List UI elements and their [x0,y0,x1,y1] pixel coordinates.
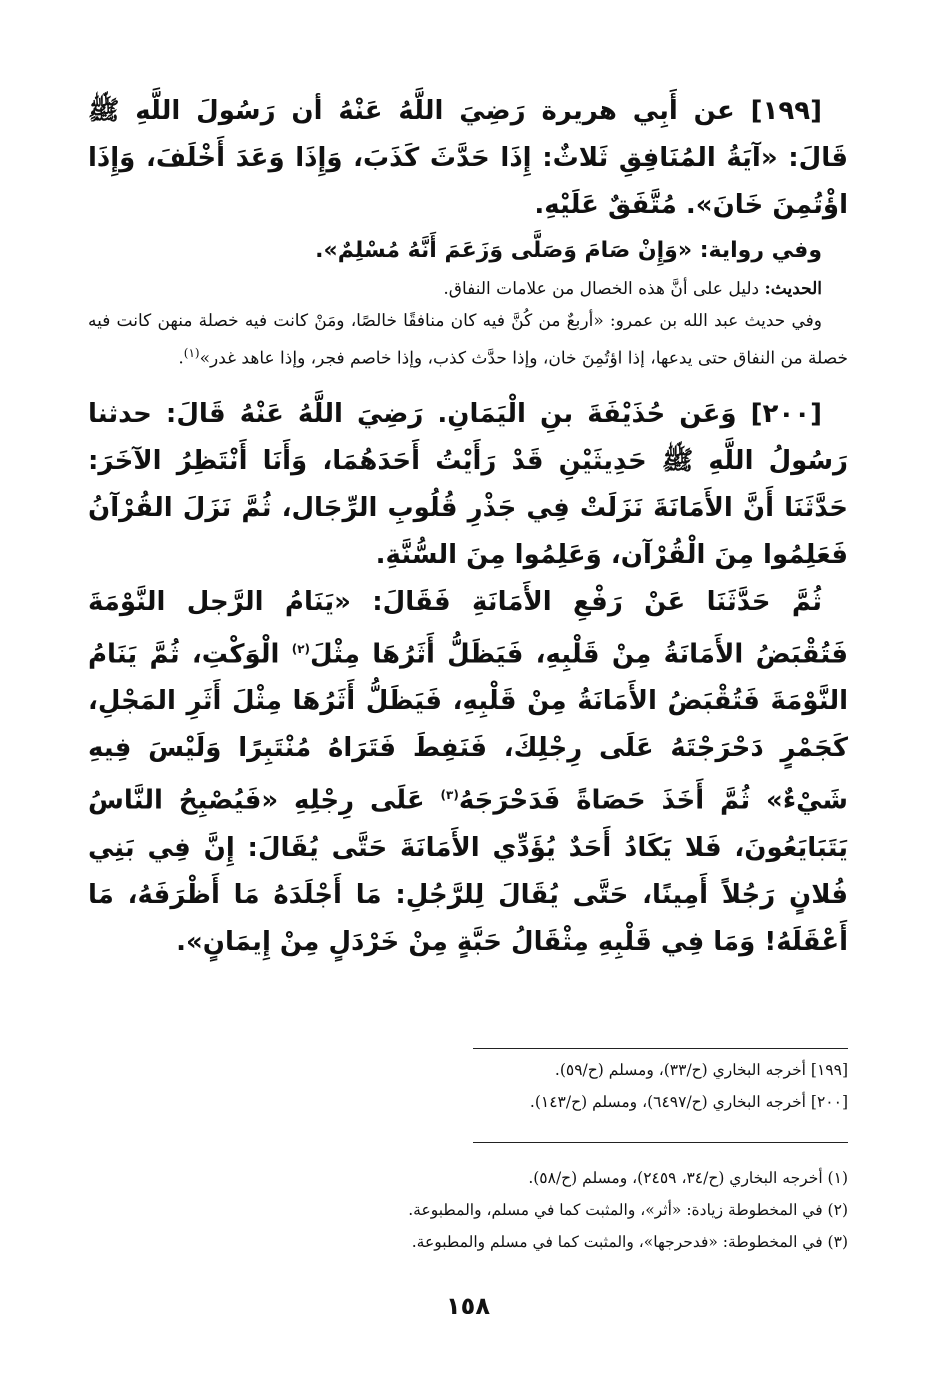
comment-label: الحديث: [764,279,822,299]
reference-200: [٢٠٠] أخرجه البخاري (ح/٦٤٩٧)، ومسلم (ح/١٤٣). [529,1093,848,1111]
hadith-200-paragraph-2 [88,579,848,966]
hadith-200-p2c: عَلَى رِجْلِهِ «فَيُصْبِحُ النَّاسُ يَتَبَايَعُونَ، فَلا يَكَادُ أَحَدٌ يُؤَدِّي الأَمَانَةَ حَتَّى يُقَالَ: إِنَّ فِي بَنِي فُلانٍ رَجُلاً أَمِينًا، حَتَّى يُقَالَ لِلرَّجُلِ: مَا أَجْلَدَهُ مَا أَظْرَفَهُ، مَا أَعْقَلَهُ! وَمَا فِي قَلْبِهِ مِثْقَالُ حَبَّةٍ مِنْ خَرْدَلٍ مِنْ إِيمَانٍ». [88,785,848,957]
footnotes-rule [473,1142,848,1143]
comment2-text: وفي حديث عبد الله بن عمرو: «أربعٌ من كُنَّ فيه كان منافقًا خالصًا، ومَنْ كانت فيه خصلة منهن كانت فيه خصلة من النفاق حتى يدعها، إذا اؤتُمِنَ خان، وإذا حدَّث كذب، وإذا خاصم فجر، وإذا عاهد غدر» [88,311,848,369]
hadith-199-text: [١٩٩] عن أَبِي هريرة رَضِيَ اللَّهُ عَنْهُ أن رَسُولَ اللَّهِ ﷺ قَالَ: «آيَةُ المُنَافِقِ ثَلاثٌ: إِذَا حَدَّثَ كَذَبَ، وَإِذَا وَعَدَ أَخْلَفَ، وَإِذَا اؤْتُمِنَ خَانَ». مُتَّفَقٌ عَلَيْهِ. [88,96,848,220]
hadith-200-p2b: الْوَكْتِ، ثُمَّ يَنَامُ النَّوْمَةَ فَتُقْبَضُ الأَمَانَةُ مِنْ قَلْبِهِ، فَيَظَلُّ أَثَرُهَا مِثْلَ أَثَرِ المَجْلِ، كَجَمْرٍ دَحْرَجْتَهُ عَلَى رِجْلِكَ، فَنَفِطَ فَتَرَاهُ مُنْتَبِرًا وَلَيْسَ فِيهِ شَيْءٌ» ثُمَّ أَخَذَ حَصَاةً فَدَحْرَجَهُ [88,639,848,816]
hadith-200-p2a: ثُمَّ حَدَّثَنَا عَنْ رَفْعِ الأَمَانَةِ فَقَالَ: «يَنَامُ الرَّجل النَّوْمَةَ فَتُقْبَضُ الأَمَانَةُ مِنْ قَلْبِهِ، فَيَظَلُّ أَثَرُهَا مِثْلَ [88,586,849,670]
hadith-199-riwaya: وفي رواية: «وَإِنْ صَامَ وَصَلَّى وَزَعَمَ أَنَّهُ مُسْلِمٌ». [315,238,822,263]
footnote-1: (١) أخرجه البخاري (ح/٣٤، ٢٤٥٩)، ومسلم (ح/٥٨). [528,1169,848,1187]
footnotes [88,1162,848,1258]
comment-text: دليل على أنَّ هذه الخصال من علامات النفاق. [443,279,760,299]
hadith-200-paragraph-1: [٢٠٠] وَعَن حُذَيْفَةَ بنِ الْيَمَانِ. رَضِيَ اللَّهُ عَنْهُ قَالَ: حدثنا رَسُولُ اللَّهِ ﷺ حَدِيثَيْنِ قَدْ رَأَيْتُ أَحَدَهُمَا، وَأَنَا أَنْتَظِرُ الآخَرَ: حَدَّثَنَا أَنَّ الأَمَانَةَ نَزَلَتْ فِي جَذْرِ قُلُوبِ الرِّجَال، ثُمَّ نَزَلَ القُرْآنُ فَعَلِمُوا مِنَ الْقُرْآن، وَعَلِمُوا مِنَ السُّنَّةِ. [88,398,848,570]
page-body [88,88,848,966]
comment2-end: . [178,348,184,369]
footnote-ref-2: (٢) [291,641,311,656]
footnote-ref-3: (٣) [440,788,459,803]
footnote-ref-1: (١) [183,346,200,360]
footnote-3: (٣) في المخطوطة: «فدحرجها»، والمثبت كما في مسلم والمطبوعة. [411,1233,848,1251]
hadith-references [88,1054,848,1118]
hadith-199-comment [88,273,848,305]
references-rule [473,1048,848,1049]
footnote-2: (٢) في المخطوطة زيادة: «أثر»، والمثبت كما في مسلم، والمطبوعة. [408,1201,848,1219]
reference-199: [١٩٩] أخرجه البخاري (ح/٣٣)، ومسلم (ح/٥٩). [554,1061,848,1079]
hadith-199-comment-2 [88,305,848,375]
page-number: ١٥٨ [446,1292,490,1320]
